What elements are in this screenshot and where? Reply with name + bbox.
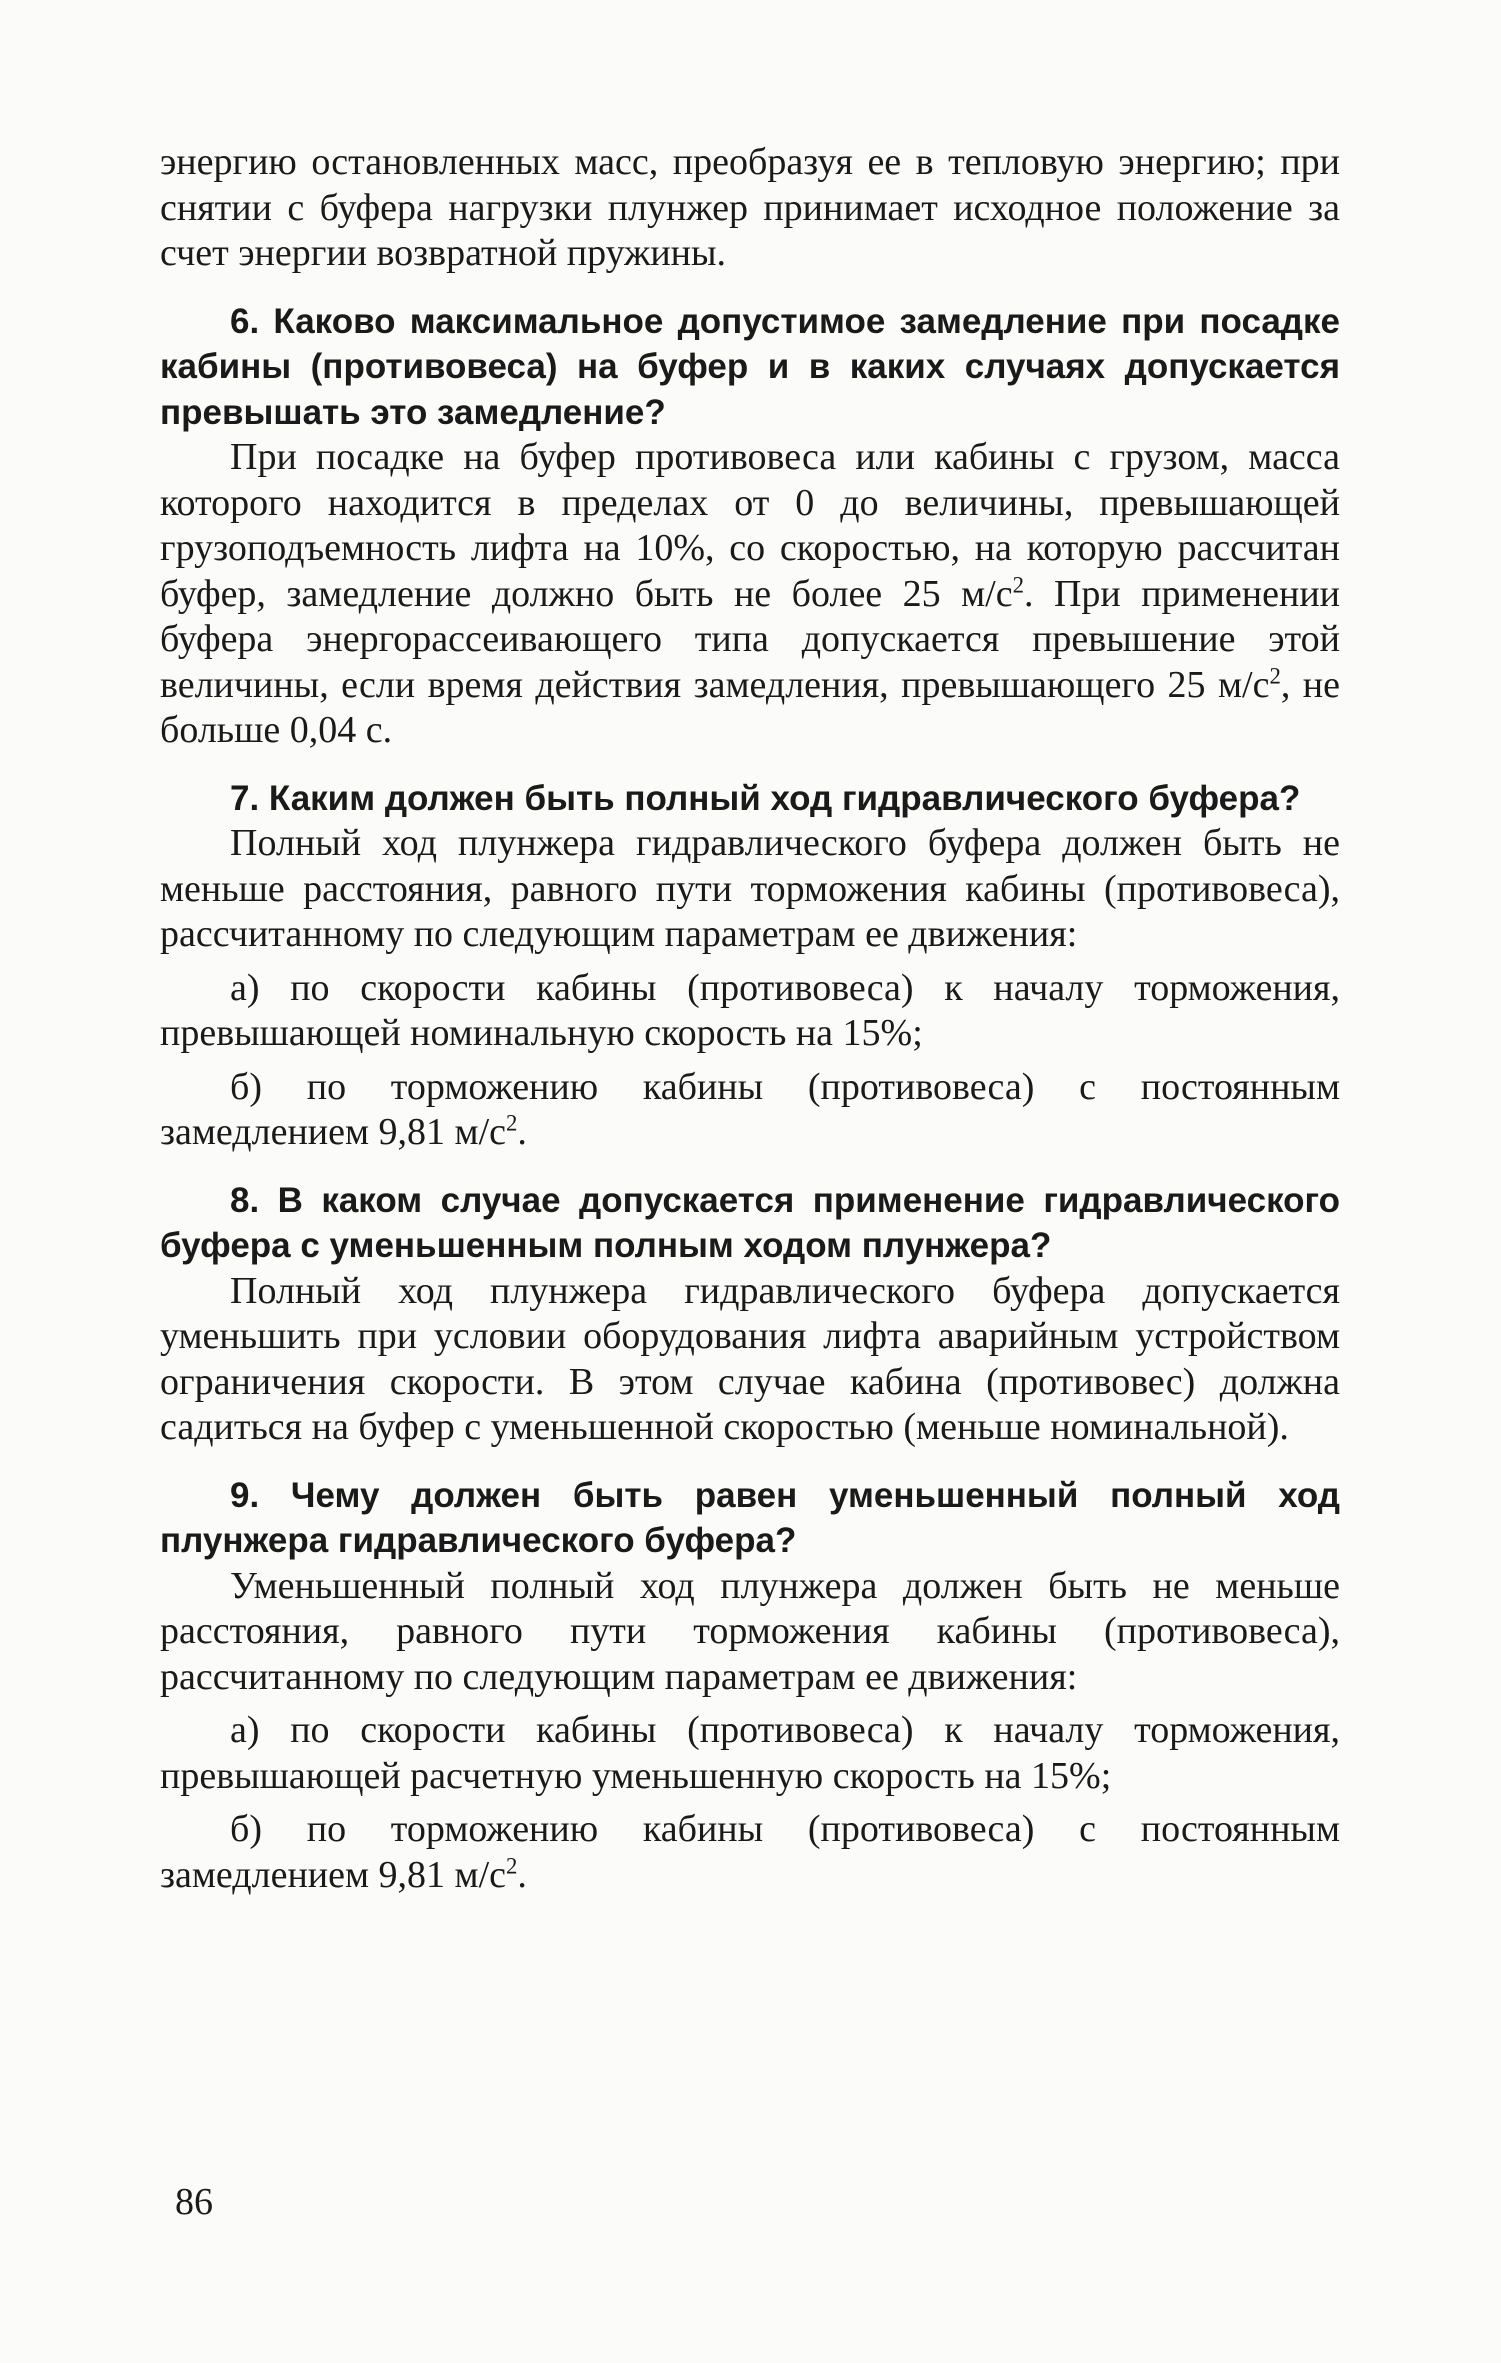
question-7: 7. Каким должен быть полный ход гидравлического буфера? [230,778,1301,818]
answer-7-item-b [160,1065,1340,1156]
question-8: 8. В каком случае допускается применение гидравлического буфера с уменьшенным полным ходом плунжера? [160,1180,1340,1265]
answer-7-item-b-end: . [517,1111,527,1153]
answer-9: Уменьшенный полный ход плунжера должен быть не меньше расстояния, равного пути торможения кабины (противовеса), рассчитанному по следующим параметрам ее движения: [160,1564,1340,1698]
answer-9-item-b-text: б) по торможению кабины (противовеса) с постоянным замедлением 9,81 м/с [160,1808,1340,1896]
answer-8: Полный ход плунжера гидравлического буфера допускается уменьшить при условии оборудования лифта аварийным устройством ограничения скорости. В этом случае кабина (противовес) должна садиться на буфер с уменьшенной скоростью (меньше номинальной). [160,1269,1340,1448]
page-number: 86 [175,2181,213,2223]
question-6: 6. Каково максимальное допустимое замедление при посадке кабины (противовеса) на буфер и в каких случаях допускается превышать это замедление? [160,301,1340,432]
answer-6 [160,435,1340,754]
question-9: 9. Чему должен быть равен уменьшенный полный ход плунжера гидравлического буфера? [160,1475,1340,1560]
intro-paragraph: энергию остановленных масс, преобразуя ее в тепловую энергию; при снятии с буфера нагрузки плунжер принимает исходное положение за счет энергии возвратной пружины. [160,141,1340,274]
answer-7: Полный ход плунжера гидравлического буфера должен быть не меньше расстояния, равного пути торможения кабины (противовеса), рассчитанному по следующим параметрам ее движения: [160,822,1340,955]
answer-9-item-b-end: . [517,1853,527,1896]
answer-9-item-a: а) по скорости кабины (противовеса) к началу торможения, превышающей расчетную уменьшенную скорость на 15%; [160,1709,1340,1797]
answer-7-item-b-text: б) по торможению кабины (противовеса) с постоянным замедлением 9,81 м/с [160,1065,1340,1153]
page-body [160,140,1340,1898]
superscript: 2 [506,1110,518,1136]
answer-6-text-1: При посадке на буфер противовеса или кабины с грузом, масса которого находится в пределах от 0 до величины, превышающей грузоподъемность лифта на 10%, со скоростью, на которую рассчитан буфер, замедление должно быть не более 25 м/с [160,436,1340,615]
answer-9-item-b [160,1807,1340,1898]
superscript: 2 [1012,571,1024,597]
answer-6-text-3: , не больше 0,04 с. [160,663,1341,751]
superscript: 2 [1269,662,1281,688]
answer-6-text-2: . При применении буфера энергорассеивающего типа допускается превышение этой величины, если время действия замедления, превышающего 25 м/с [160,572,1340,706]
superscript: 2 [506,1852,518,1878]
answer-7-item-a: а) по скорости кабины (противовеса) к началу торможения, превышающей номинальную скорость на 15%; [160,966,1340,1054]
